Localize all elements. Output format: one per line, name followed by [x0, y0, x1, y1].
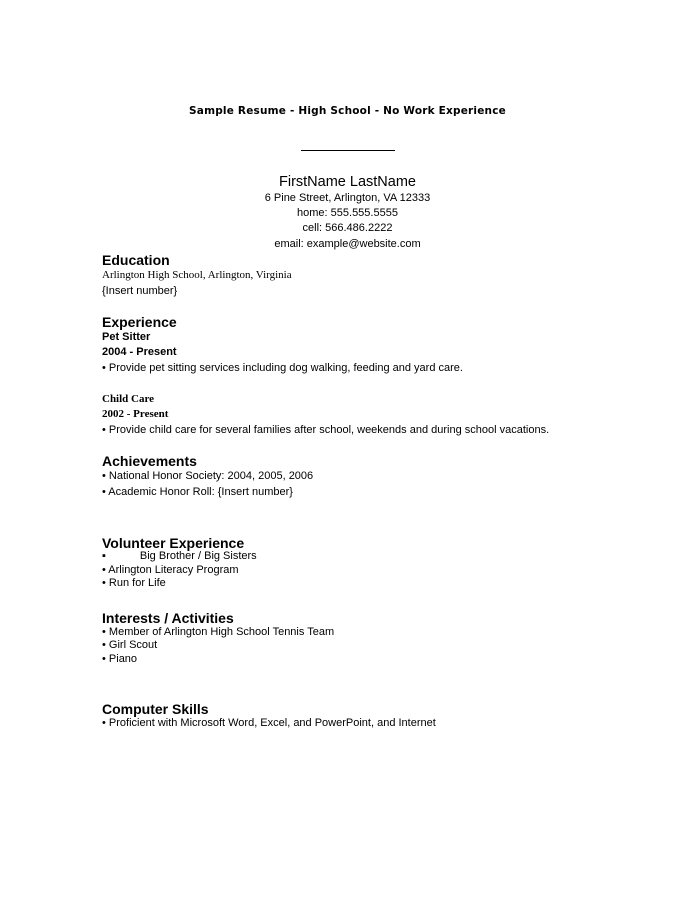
job-bullet: • Provide pet sitting services including dog walking, feeding and yard care. [102, 362, 463, 374]
experience-heading: Experience [102, 314, 177, 330]
document-title: Sample Resume - High School - No Work Experience [189, 105, 506, 117]
interests-heading: Interests / Activities [102, 610, 234, 626]
address-line: 6 Pine Street, Arlington, VA 12333 [264, 192, 431, 204]
job-dates: 2004 - Present [102, 346, 177, 358]
list-item: • National Honor Society: 2004, 2005, 2006 [102, 470, 314, 482]
job-title: Child Care [102, 393, 155, 405]
job-dates: 2002 - Present [102, 408, 169, 420]
list-item: • Arlington Literacy Program [102, 564, 239, 576]
volunteer-heading: Volunteer Experience [102, 535, 245, 551]
square-bullet-icon: ▪ [102, 550, 106, 562]
list-item: • Girl Scout [102, 639, 158, 651]
list-item: • Proficient with Microsoft Word, Excel, and PowerPoint, and Internet [102, 717, 436, 729]
list-item: • Academic Honor Roll: {Insert number} [102, 486, 293, 498]
job-bullet: • Provide child care for several families after school, weekends and during school vacations. [102, 424, 550, 436]
candidate-name: FirstName LastName [279, 174, 416, 190]
list-item: • Run for Life [102, 577, 166, 589]
education-detail: {Insert number} [102, 285, 178, 297]
title-divider [301, 150, 395, 151]
list-item: • Member of Arlington High School Tennis Team [102, 626, 335, 638]
list-item-text: Big Brother / Big Sisters [139, 550, 257, 562]
list-item: • Piano [102, 653, 138, 665]
achievements-heading: Achievements [102, 453, 197, 469]
cell-phone: cell: 566.486.2222 [302, 222, 393, 234]
education-heading: Education [102, 252, 170, 268]
school-line: Arlington High School, Arlington, Virginia [102, 269, 292, 281]
computer-skills-heading: Computer Skills [102, 701, 209, 717]
home-phone: home: 555.555.5555 [297, 207, 398, 219]
email-line: email: example@website.com [274, 238, 421, 250]
list-item [102, 551, 257, 562]
job-title: Pet Sitter [102, 331, 151, 343]
